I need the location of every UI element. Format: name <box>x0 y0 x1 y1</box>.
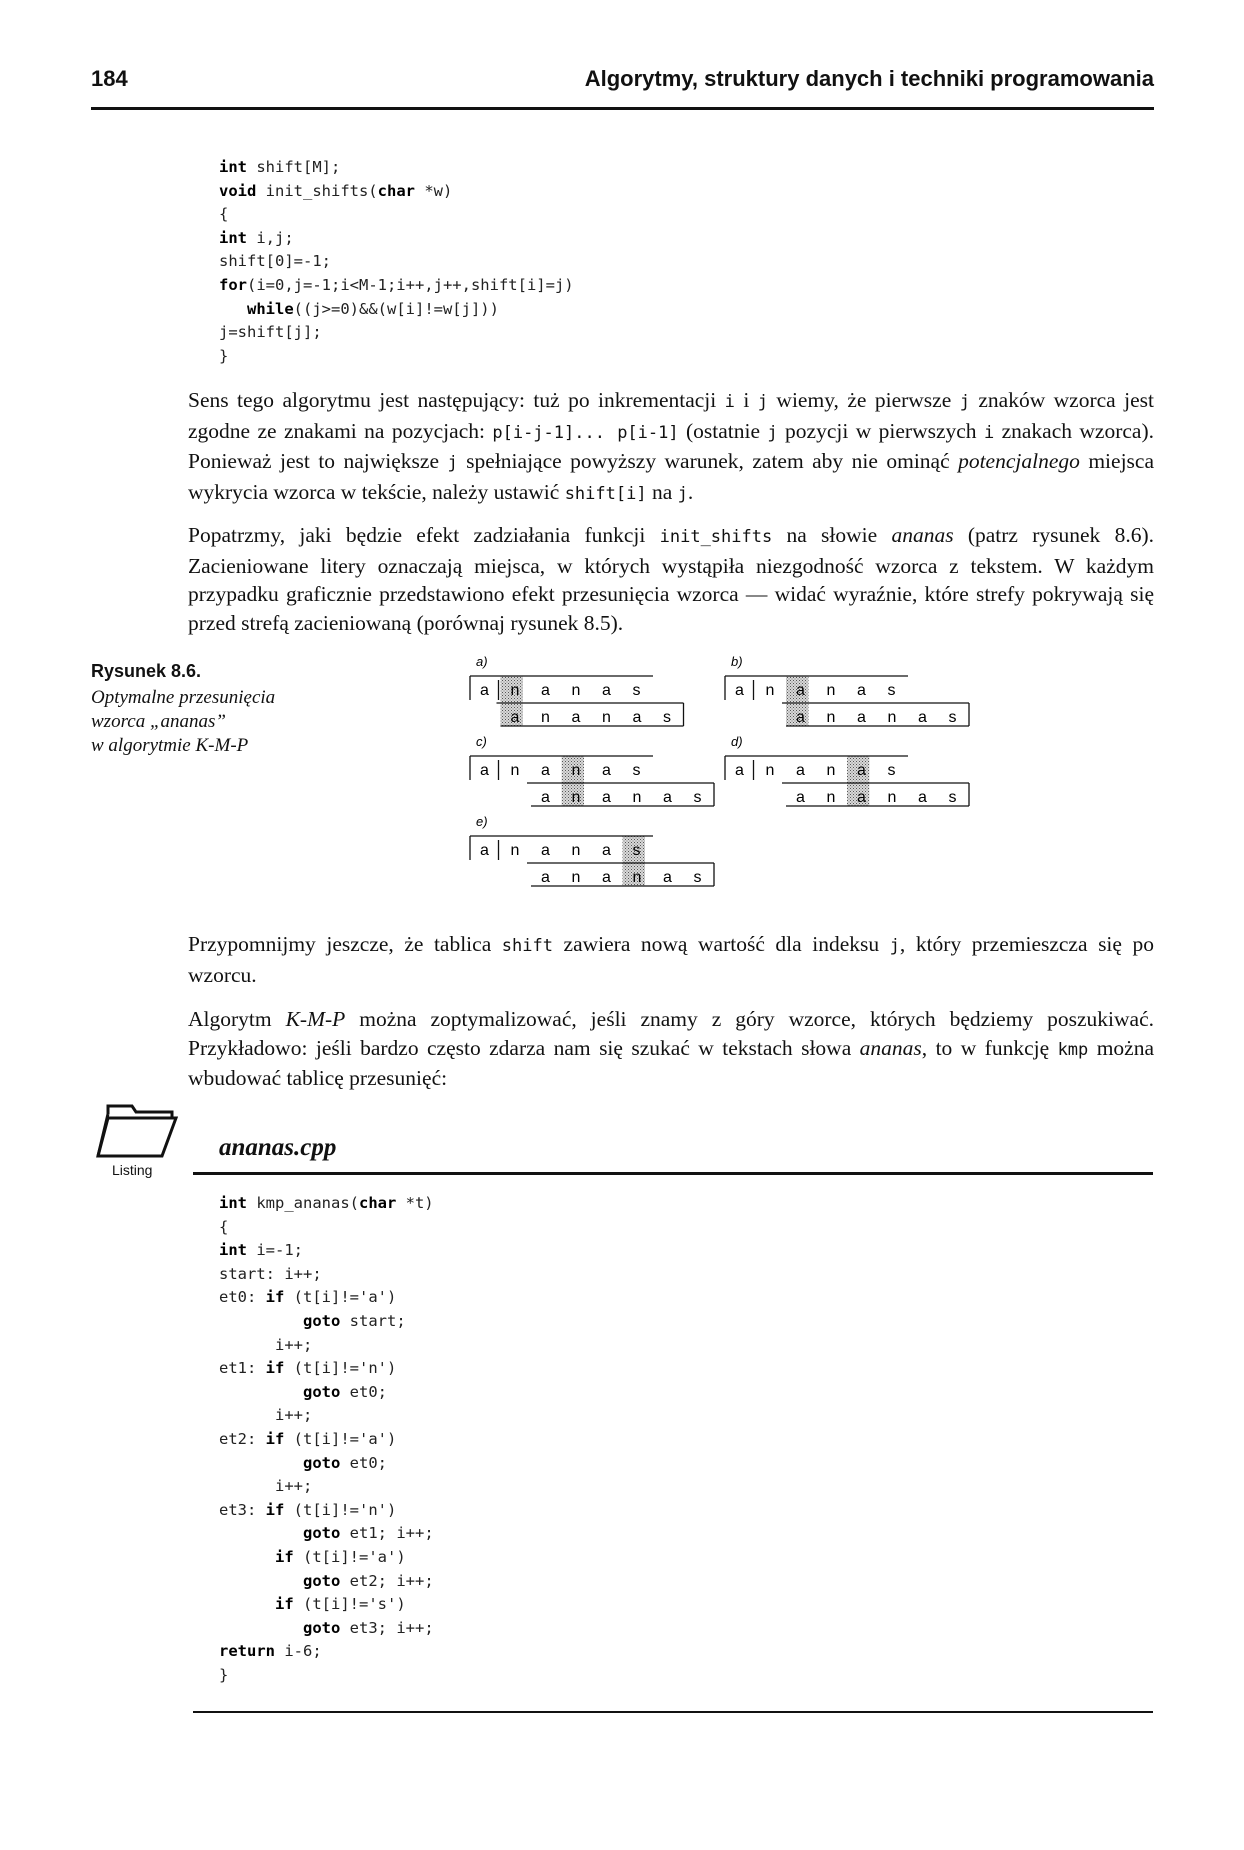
pattern-char: n <box>826 709 836 726</box>
code-line <box>219 1334 434 1358</box>
text-run: miejsca wykrycia wzorca w tekście, należy ustawić <box>188 449 1155 504</box>
listing-bottom-rule <box>193 1711 1153 1713</box>
text-run: Sens tego algorytmu jest następujący: tuż po inkrementacji <box>188 388 725 412</box>
code-text <box>219 300 247 318</box>
page-number: 184 <box>91 66 128 91</box>
inline-code: j <box>959 392 970 412</box>
text-char: a <box>857 762 866 779</box>
code-keyword: goto <box>303 1524 341 1543</box>
text-char: a <box>541 842 550 859</box>
code-keyword: int <box>219 158 247 176</box>
code-text: i-6; <box>275 1642 322 1661</box>
text-run: zawiera nową wartość dla indeksu <box>552 932 890 956</box>
code-text: start: i++; <box>219 1264 322 1283</box>
text-char: a <box>602 762 611 779</box>
code-text <box>219 1312 303 1330</box>
code-text: et0; <box>340 1382 387 1401</box>
pattern-char: a <box>541 789 550 806</box>
text-char: a <box>735 682 744 699</box>
running-title: Algorytmy, struktury danych i techniki programowania <box>584 66 1154 91</box>
pattern-char: n <box>826 789 836 806</box>
code-keyword: if <box>265 1429 285 1448</box>
code-keyword: if <box>275 1595 294 1614</box>
text-char: n <box>510 762 520 779</box>
pattern-char: a <box>857 709 866 726</box>
code-keyword: goto <box>303 1453 341 1472</box>
italic-text: ananas <box>859 1035 922 1060</box>
inline-code: j <box>447 453 458 473</box>
panel-label: d) <box>731 734 743 749</box>
inline-code: j <box>889 936 900 956</box>
listing-title: ananas.cpp <box>219 1134 337 1161</box>
code-text: shift[0]=-1; <box>219 252 331 271</box>
pattern-char: a <box>796 789 805 806</box>
text-char: a <box>857 682 866 699</box>
code-line <box>219 1640 434 1664</box>
paragraph-figure-intro <box>188 521 1154 637</box>
code-text: et1; i++; <box>340 1524 434 1543</box>
pattern-char: a <box>632 709 642 726</box>
code-text: (t[i]!='n') <box>284 1359 397 1378</box>
paragraph-optimization <box>188 1005 1154 1093</box>
text-char: n <box>826 682 836 699</box>
panel-label: e) <box>476 814 488 829</box>
text-run: można zoptymalizować, jeśli znamy z góry wzorce, których będziemy poszukiwać. Przykładowo: jeśli bardzo często zdarza nam się szukać w tekstach słowa <box>188 1007 1154 1060</box>
code-block-init-shifts <box>219 156 574 368</box>
text-char: s <box>632 682 641 699</box>
figure-caption-subtitle <box>91 686 275 758</box>
code-line <box>219 1428 434 1452</box>
text-char: n <box>510 682 520 699</box>
code-keyword: if <box>265 1500 285 1519</box>
pattern-char: a <box>918 789 927 806</box>
code-line <box>219 250 574 274</box>
pattern-char: a <box>663 789 672 806</box>
code-text <box>219 1548 275 1566</box>
text-run: . <box>687 479 694 504</box>
text-char: s <box>632 842 641 859</box>
code-line <box>219 298 574 322</box>
folder-icon <box>92 1100 178 1162</box>
code-keyword: int <box>219 1241 247 1260</box>
pattern-char: s <box>948 789 957 806</box>
text-char: n <box>826 762 836 779</box>
code-keyword: char <box>358 1194 397 1212</box>
text-char: s <box>632 762 641 779</box>
figure-caption-title: Rysunek 8.6. <box>91 661 202 681</box>
code-line <box>219 1452 434 1476</box>
pattern-char: n <box>571 789 581 806</box>
listing-label: Listing <box>112 1162 153 1178</box>
code-keyword: goto <box>303 1311 341 1330</box>
code-line <box>219 1593 434 1617</box>
code-text: shift[M]; <box>247 158 341 176</box>
code-text <box>219 1595 275 1613</box>
code-text: et2; i++; <box>340 1571 434 1590</box>
pattern-char: n <box>887 789 897 806</box>
italic-text: potencjalnego <box>958 449 1080 473</box>
pattern-char: s <box>663 709 671 726</box>
pattern-char: n <box>632 789 642 806</box>
text-char: a <box>480 762 489 779</box>
pattern-char: a <box>510 709 520 726</box>
italic-text: K-M-P <box>285 1007 346 1031</box>
code-text: } <box>219 1665 229 1684</box>
code-line <box>219 1570 434 1594</box>
code-line <box>219 180 574 204</box>
inline-code: kmp <box>1057 1039 1089 1060</box>
code-line <box>219 1263 434 1287</box>
italic-text: ananas <box>891 523 954 547</box>
text-run: , który przemieszcza się po wzorcu. <box>188 932 1154 987</box>
code-line <box>219 1404 434 1428</box>
code-text <box>219 1454 303 1472</box>
code-text: et3; i++; <box>340 1618 434 1637</box>
text-run: Popatrzmy, jaki będzie efekt zadziałania funkcji <box>188 523 660 547</box>
panel-label: c) <box>476 734 487 749</box>
pattern-char: a <box>857 789 866 806</box>
text-run: i <box>734 388 758 412</box>
inline-code: shift[i] <box>564 483 647 504</box>
text-char: a <box>796 682 805 699</box>
text-char: n <box>765 682 775 699</box>
code-line <box>219 1617 434 1641</box>
text-char: a <box>735 762 744 779</box>
text-run: Przypomnijmy jeszcze, że tablica <box>188 932 502 956</box>
code-line <box>219 321 574 345</box>
paragraph-shift-note <box>188 930 1154 989</box>
text-char: a <box>541 762 550 779</box>
code-text: et2: <box>219 1429 266 1448</box>
code-keyword: if <box>265 1288 285 1307</box>
code-text: i=-1; <box>247 1241 303 1260</box>
code-text: *t) <box>396 1194 434 1212</box>
text-char: s <box>887 762 896 779</box>
code-text <box>219 1383 303 1401</box>
pattern-char: n <box>541 709 550 726</box>
code-line <box>219 274 574 298</box>
code-text: et0; <box>340 1453 387 1472</box>
text-run: na <box>646 479 678 504</box>
caption-line: w algorytmie K-M-P <box>91 735 249 756</box>
code-text: start; <box>340 1311 406 1330</box>
text-run: spełniające powyższy warunek, zatem aby nie ominąć <box>457 449 959 473</box>
code-line <box>219 156 574 180</box>
code-line <box>219 1381 434 1405</box>
pattern-char: a <box>796 709 805 726</box>
code-text: (t[i]!='n') <box>284 1500 397 1519</box>
code-keyword: int <box>219 1194 247 1212</box>
text-char: a <box>541 682 550 699</box>
code-text: et0: <box>219 1288 266 1307</box>
text-run: można wbudować tablicę przesunięć: <box>188 1035 1155 1090</box>
code-block-kmp-ananas <box>219 1192 434 1687</box>
code-text <box>219 1524 303 1542</box>
code-text: kmp_ananas( <box>247 1194 359 1212</box>
text-run: (patrz rysunek 8.6). Zacieniowane litery oznaczają miejsca, w których wystąpiła niezgodność wzorca z tekstem. W każdym przypadku graficznie przedstawiono efekt przesunięcia wzorca — widać wyraźnie, które strefy pokrywają się przed strefą zacieniowaną (porównaj rysunek 8.5). <box>188 523 1154 635</box>
code-keyword: if <box>265 1359 285 1378</box>
text-run: znaków wzorca jest zgodne ze znakami na pozycjach: <box>188 388 1154 443</box>
code-line <box>219 1239 434 1263</box>
kmp-shift-figure <box>460 650 1040 912</box>
code-keyword: int <box>219 228 247 247</box>
code-keyword: goto <box>303 1382 341 1401</box>
code-keyword: if <box>275 1547 294 1566</box>
code-keyword: void <box>219 181 257 200</box>
inline-code: shift <box>501 936 553 956</box>
code-line <box>219 1216 434 1240</box>
text-char: n <box>571 842 581 859</box>
text-char: a <box>602 842 611 859</box>
caption-line: Optymalne przesunięcia <box>91 687 276 708</box>
text-char: n <box>765 762 775 779</box>
inline-code: i <box>724 392 735 412</box>
code-line <box>219 1192 434 1216</box>
pattern-char: s <box>693 789 702 806</box>
code-line <box>219 1522 434 1546</box>
pattern-char: n <box>632 869 642 886</box>
pattern-char: a <box>571 709 581 726</box>
code-text: *w) <box>414 181 453 200</box>
text-char: a <box>602 682 611 699</box>
code-keyword: for <box>219 275 247 294</box>
text-char: s <box>887 682 896 699</box>
code-text: i++; <box>219 1335 313 1354</box>
code-line <box>219 1286 434 1310</box>
text-char: n <box>571 762 581 779</box>
pattern-char: n <box>887 709 897 726</box>
code-keyword: while <box>247 299 294 318</box>
code-text <box>219 1619 303 1637</box>
inline-code: j <box>757 392 768 412</box>
pattern-char: n <box>602 709 611 726</box>
header-rule <box>91 107 1154 110</box>
code-text: i++; <box>219 1477 313 1496</box>
code-text: ((j>=0)&&(w[i]!=w[j])) <box>293 299 499 318</box>
code-text: } <box>219 346 229 365</box>
text-run: wiemy, że pierwsze <box>768 388 960 412</box>
pattern-char: a <box>663 869 672 886</box>
paragraph-algorithm-meaning <box>188 386 1154 508</box>
text-char: a <box>480 842 489 859</box>
inline-code: j <box>767 422 778 443</box>
code-keyword: char <box>377 181 415 200</box>
pattern-char: a <box>918 709 927 726</box>
code-line <box>219 1475 434 1499</box>
code-text: et3: <box>219 1500 266 1519</box>
text-run: pozycji w pierwszych <box>777 418 984 443</box>
code-text <box>219 1572 303 1590</box>
inline-code: i <box>983 422 995 443</box>
text-char: n <box>571 682 581 699</box>
code-text: (i=0,j=-1;i<M-1;i++,j++,shift[i]=j) <box>247 275 574 294</box>
code-text: (t[i]!='a') <box>284 1429 397 1448</box>
code-text: (t[i]!='a') <box>284 1288 397 1307</box>
text-char: a <box>480 682 489 699</box>
text-run: Algorytm <box>188 1007 286 1031</box>
code-line <box>219 1664 434 1688</box>
code-keyword: goto <box>303 1571 341 1590</box>
code-line <box>219 345 574 369</box>
code-keyword: goto <box>303 1618 341 1637</box>
text-run: na słowie <box>772 523 892 547</box>
listing-top-rule <box>193 1172 1153 1175</box>
inline-code: p[i-j-1]... p[i-1] <box>492 422 679 443</box>
pattern-char: n <box>571 869 581 886</box>
pattern-char: a <box>602 869 611 886</box>
pattern-char: a <box>602 789 611 806</box>
code-text: et1: <box>219 1359 266 1378</box>
code-line <box>219 227 574 251</box>
pattern-char: a <box>541 869 550 886</box>
code-text: i,j; <box>247 228 294 247</box>
code-text: j=shift[j]; <box>219 323 322 342</box>
code-keyword: return <box>219 1642 275 1661</box>
code-line <box>219 203 574 227</box>
code-text: { <box>219 1217 229 1236</box>
panel-label: b) <box>731 654 743 669</box>
code-line <box>219 1310 434 1334</box>
code-line <box>219 1499 434 1523</box>
text-run: , to w funkcję <box>921 1035 1058 1060</box>
text-char: a <box>796 762 805 779</box>
code-line <box>219 1546 434 1570</box>
caption-line: wzorca „ananas” <box>91 711 226 732</box>
code-text: (t[i]!='s') <box>293 1595 406 1614</box>
code-text: init_shifts( <box>256 181 378 200</box>
text-run: (ostatnie <box>678 418 768 443</box>
text-run: znakach wzorca). Ponieważ jest to największe <box>188 418 1155 473</box>
inline-code: j <box>677 483 688 504</box>
panel-label: a) <box>476 654 488 669</box>
pattern-char: s <box>693 869 702 886</box>
inline-code: init_shifts <box>659 527 773 547</box>
code-text: { <box>219 205 229 224</box>
text-char: n <box>510 842 520 859</box>
code-text: (t[i]!='a') <box>293 1547 406 1566</box>
pattern-char: s <box>948 709 957 726</box>
code-line <box>219 1357 434 1381</box>
code-text: i++; <box>219 1406 313 1425</box>
